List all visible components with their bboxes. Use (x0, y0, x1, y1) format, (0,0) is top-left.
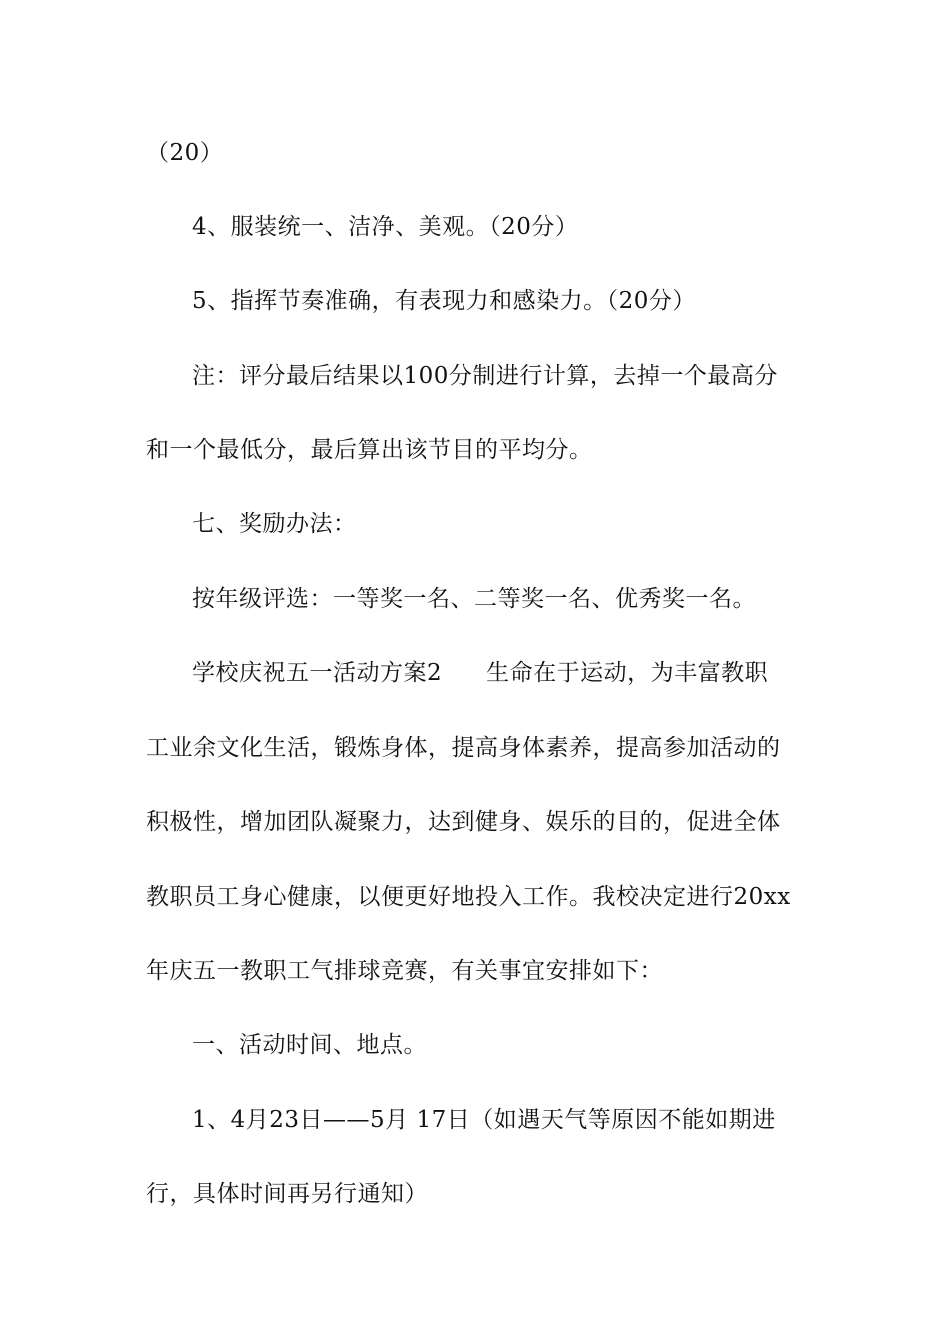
plan-2-intro-line-3: 积极性，增加团队凝聚力，达到健身、娱乐的目的，促进全体 (146, 809, 781, 835)
awards-text: 按年级评选：一等奖一名、二等奖一名、优秀奖一名。 (192, 586, 756, 612)
plan-2-intro-start: 生命在于运动，为丰富教职 (486, 660, 769, 686)
plan-2-intro-line-5: 年庆五一教职工气排球竞赛，有关事宜安排如下： (146, 958, 663, 984)
plan-2-intro-line-2: 工业余文化生活，锻炼身体，提高身体素养，提高参加活动的 (146, 735, 781, 761)
section-heading-awards: 七、奖励办法： (192, 511, 357, 537)
criterion-4: 4、服装统一、洁净、美观。（20分） (192, 214, 579, 240)
score-fragment: （20） (146, 140, 224, 166)
plan-2-intro-line-1 (192, 658, 768, 688)
plan-2-intro-line-4: 教职员工身心健康，以便更好地投入工作。我校决定进行20xx (146, 884, 791, 910)
schedule-line-2: 行，具体时间再另行通知） (146, 1181, 428, 1207)
criterion-5: 5、指挥节奏准确，有表现力和感染力。（20分） (192, 288, 696, 314)
section-heading-time-place: 一、活动时间、地点。 (192, 1032, 427, 1058)
scoring-note-line-2: 和一个最低分，最后算出该节目的平均分。 (146, 437, 593, 463)
schedule-line-1: 1、4月23日——5月 17日（如遇天气等原因不能如期进 (192, 1107, 776, 1133)
plan-2-title: 学校庆祝五一活动方案2 (192, 660, 443, 686)
scoring-note-line-1: 注：评分最后结果以100分制进行计算，去掉一个最高分 (192, 363, 778, 389)
